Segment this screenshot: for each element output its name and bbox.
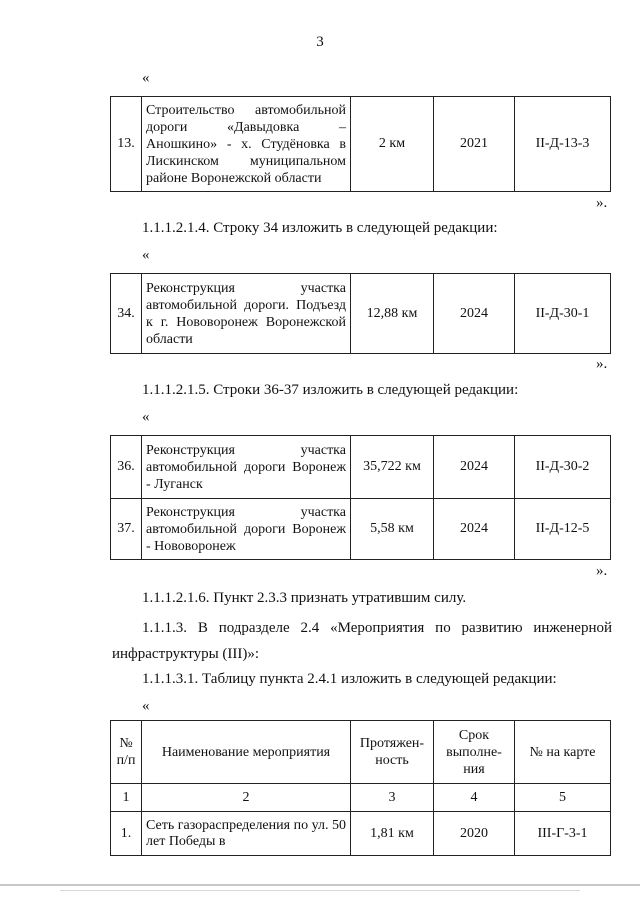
row-length: 12,88 км [351,274,434,354]
scan-edge-line [0,884,640,886]
header-number: № п/п [111,721,142,784]
paragraph-4-line-1: 1.1.1.3. В подразделе 2.4 «Мероприятия по развитию инженерной [142,620,612,636]
column-number: 3 [351,784,434,812]
row-name: Реконструкция участка автомобильной дороги Воронеж - Нововоронеж [142,499,351,560]
row-year: 2024 [434,274,515,354]
page-number: 3 [316,34,324,50]
row-year: 2024 [434,499,515,560]
scan-edge-line [60,890,580,891]
row-number: 36. [111,436,142,499]
table-header-row [111,721,611,784]
table-row [111,436,611,499]
close-quote: ». [596,195,608,211]
row-number: 37. [111,499,142,560]
close-quote: ». [596,356,608,372]
table-row [111,812,611,856]
row-length: 35,722 км [351,436,434,499]
header-map: № на карте [515,721,611,784]
table-row [111,499,611,560]
column-number: 1 [111,784,142,812]
row-year: 2021 [434,97,515,192]
engineering-table [110,720,611,856]
row-length: 1,81 км [351,812,434,856]
paragraph-4-line-2: инфраструктуры (III)»: [112,646,260,662]
open-quote: « [142,409,150,425]
row-name: Сеть газораспределения по ул. 50 лет Победы в [142,812,351,856]
row-map: II-Д-30-2 [515,436,611,499]
header-length: Протяжен-ность [351,721,434,784]
column-number: 4 [434,784,515,812]
row-name: Реконструкция участка автомобильной дороги. Подъезд к г. Нововоронеж Воронежской области [142,274,351,354]
table-column-numbers-row [111,784,611,812]
row-map: II-Д-13-3 [515,97,611,192]
open-quote: « [142,698,150,714]
row-year: 2020 [434,812,515,856]
table-row-13 [110,96,611,192]
row-length: 2 км [351,97,434,192]
row-number: 34. [111,274,142,354]
table-rows-36-37 [110,435,611,560]
open-quote: « [142,70,150,86]
open-quote: « [142,247,150,263]
column-number: 2 [142,784,351,812]
row-name: Реконструкция участка автомобильной дороги Воронеж - Луганск [142,436,351,499]
row-number: 1. [111,812,142,856]
row-map: II-Д-12-5 [515,499,611,560]
row-map: II-Д-30-1 [515,274,611,354]
header-name: Наименование мероприятия [142,721,351,784]
paragraph-1: 1.1.1.2.1.4. Строку 34 изложить в следующей редакции: [142,220,498,236]
row-year: 2024 [434,436,515,499]
header-term: Срок выполне-ния [434,721,515,784]
row-number: 13. [111,97,142,192]
table-row-34 [110,273,611,354]
paragraph-2: 1.1.1.2.1.5. Строки 36-37 изложить в следующей редакции: [142,382,519,398]
paragraph-3: 1.1.1.2.1.6. Пункт 2.3.3 признать утратившим силу. [142,590,467,606]
table-row [111,97,611,192]
paragraph-5: 1.1.1.3.1. Таблицу пункта 2.4.1 изложить в следующей редакции: [142,671,557,687]
row-map: III-Г-3-1 [515,812,611,856]
close-quote: ». [596,563,608,579]
row-length: 5,58 км [351,499,434,560]
column-number: 5 [515,784,611,812]
row-name: Строительство автомобильной дороги «Давыдовка – Аношкино» - х. Студёновка в Лискинском муниципальном районе Воронежской области [142,97,351,192]
table-row [111,274,611,354]
